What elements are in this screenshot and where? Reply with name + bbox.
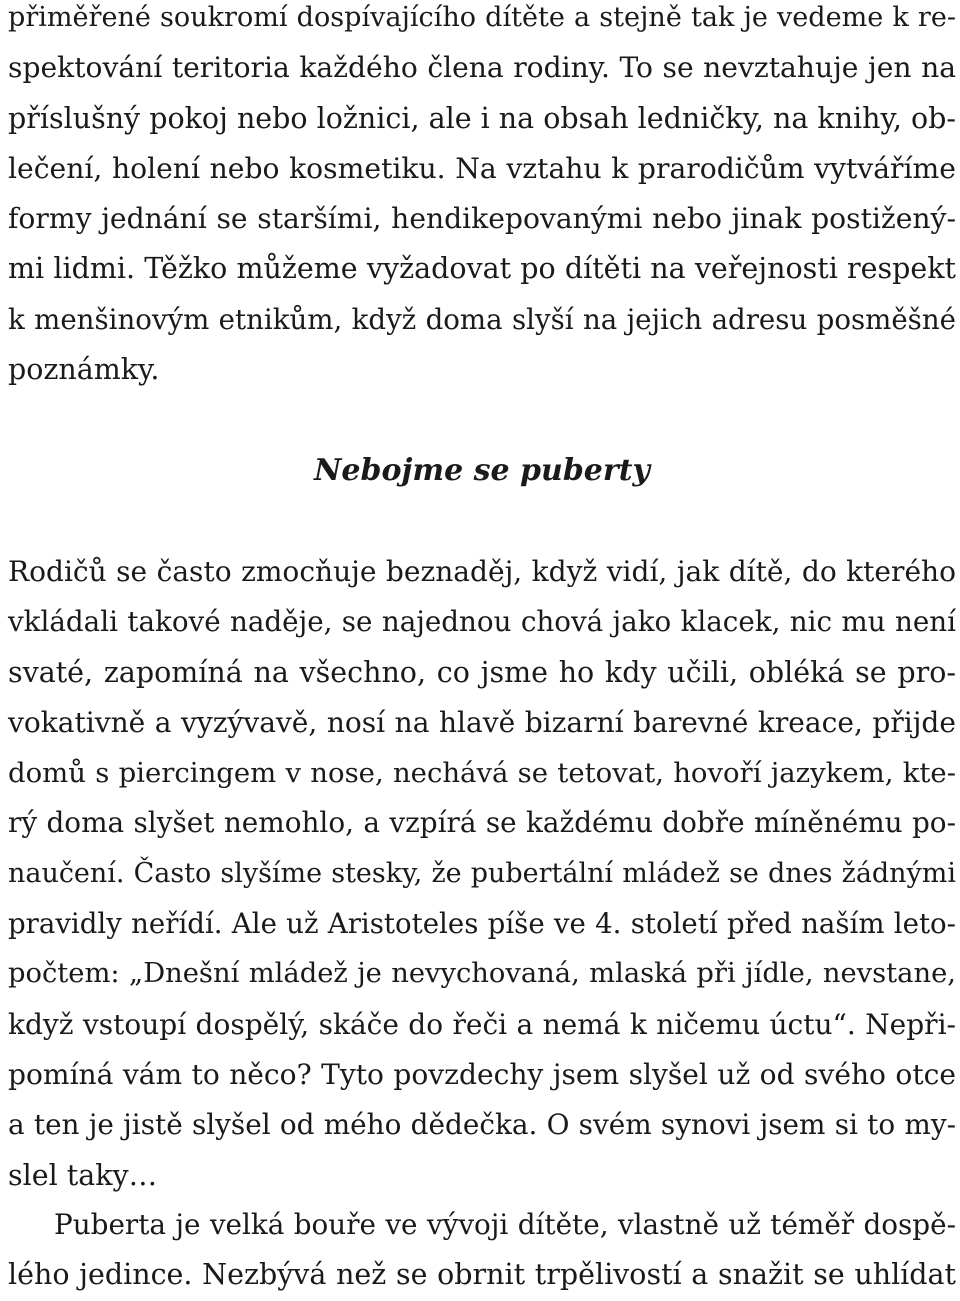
text-line: naučení. Často slyšíme stesky, že pubertální mládež se dnes žádnými xyxy=(8,857,956,889)
text-line: mi lidmi. Těžko můžeme vyžadovat po dítěti na veřejnosti respekt xyxy=(8,252,956,286)
text-line: spektování teritoria každého člena rodiny. To se nevztahuje jen na xyxy=(8,51,956,85)
text-line: k menšinovým etnikům, když doma slyší na jejich adresu posměšné xyxy=(8,302,956,336)
text-line: přiměřené soukromí dospívajícího dítěte a stejně tak je vedeme k re- xyxy=(8,2,956,33)
text-line: poznámky. xyxy=(8,353,160,387)
text-line: Puberta je velká bouře ve vývoji dítěte, vlastně už téměř dospě- xyxy=(54,1208,956,1241)
text-line: počtem: „Dnešní mládež je nevychovaná, mlaská při jídle, nevstane, xyxy=(8,958,956,990)
text-line: rý doma slyšet nemohlo, a vzpírá se každému dobře míněnému po- xyxy=(8,806,956,840)
text-line: formy jednání se staršími, hendikepovanými nebo jinak postižený- xyxy=(8,202,956,236)
section-heading: Nebojme se puberty xyxy=(314,453,650,488)
text-line: příslušný pokoj nebo ložnici, ale i na obsah ledničky, na knihy, ob- xyxy=(8,101,956,135)
text-line: pomíná vám to něco? Tyto povzdechy jsem slyšel už od svého otce xyxy=(8,1057,956,1091)
paragraph-puberty xyxy=(8,547,956,1201)
text-line: svaté, zapomíná na všechno, co jsme ho kdy učili, obléká se pro- xyxy=(8,655,956,689)
text-line: Rodičů se často zmocňuje beznaděj, když vidí, jak dítě, do kterého xyxy=(8,555,956,588)
text-line: když vstoupí dospělý, skáče do řeči a nemá k ničemu úctu“. Nepři- xyxy=(8,1007,956,1041)
paragraph-privacy xyxy=(8,0,956,395)
text-line: domů s piercingem v nose, nechává se tetovat, hovoří jazykem, kte- xyxy=(8,757,956,790)
text-line: vokativně a vyzývavě, nosí na hlavě bizarní barevné kreace, přijde xyxy=(8,705,956,739)
text-line: vkládali takové naděje, se najednou chová jako klacek, nic mu není xyxy=(8,605,956,639)
text-line: lého jedince. Nezbývá než se obrnit trpělivostí a snažit se uhlídat xyxy=(8,1258,956,1292)
text-line: a ten je jistě slyšel od mého dědečka. O svém synovi jsem si to my- xyxy=(8,1108,956,1142)
paragraph-storm xyxy=(8,1200,956,1301)
text-line: lečení, holení nebo kosmetiku. Na vztahu k prarodičům vytváříme xyxy=(8,151,956,185)
text-line: slel taky… xyxy=(8,1158,158,1192)
text-line: pravidly neřídí. Ale už Aristoteles píše ve 4. století před naším leto- xyxy=(8,907,956,941)
